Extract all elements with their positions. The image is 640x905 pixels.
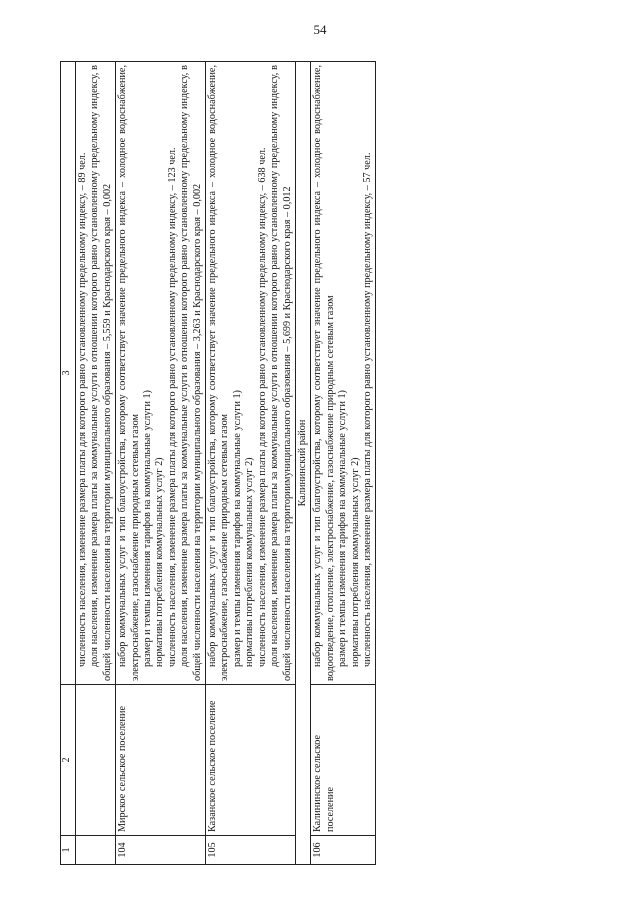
text-line: численность населения, изменение размера платы для которого равно установленному предельному индексу, – 57 чел. [361,152,373,667]
text-line: численность населения, изменение размера платы для которого равно установленному предельному индексу, – 89 чел. [77,152,88,667]
text-line: размер и темпы изменения тарифов на коммунальные услуги 1) [142,390,154,667]
settlement-name: Калининское сельское поселение [311,685,376,836]
text-line: набор коммунальных услуг и тип благоустройства, которому соответствует значение предельного индекса – холодное водоснабжение, водоотведение, отопление, электроснабжение, газоснабжение природным сетевым газом [312,65,336,681]
table-row [116,62,206,865]
row-number: 105 [206,836,296,865]
header-row [61,62,76,865]
row-number: 106 [311,836,376,865]
text-line: доля населения, изменение размера платы за коммунальные услуги в отношении которого равно установленному предельному индексу, в общей численности населения на территории муниципального образования – 3,263 и Краснодарского края – 0,002 [179,65,203,681]
description-cell [116,62,206,685]
settlement-name: Мирское сельское поселение [116,685,206,836]
text-line: нормативы потребления коммунальных услуг 2) [244,457,256,667]
district-row [295,62,310,865]
text-line: размер и темпы изменения тарифов на коммунальные услуги 1) [231,390,243,667]
text-line: нормативы потребления коммунальных услуг 2) [349,457,361,667]
text-line: набор коммунальных услуг и тип благоустройства, которому соответствует значение предельного индекса – холодное водоснабжение, электроснабжение, газоснабжение природным сетевым газом [117,65,141,681]
settlement-name: Казанское сельское поселение [206,685,296,836]
text-line: нормативы потребления коммунальных услуг 2) [154,457,166,667]
table-row [311,62,376,865]
text-line: доля населения, изменение размера платы за коммунальные услуги в отношении которого равно установленному предельному индексу, в общей численности населения на территориимуниципального образования – 5,699 и Краснодарского края – 0,012 [269,65,293,681]
district-name: Калининский район [295,62,310,865]
header-col-2: 2 [61,685,76,836]
description-cell [206,62,296,685]
row-number: 104 [116,836,206,865]
text-line: набор коммунальных услуг и тип благоустройства, которому соответствует значение предельного индекса – холодное водоснабжение, электроснабжение, газоснабжение природным сетевым газом [207,65,231,681]
description-cell [311,62,376,685]
header-col-1: 1 [61,836,76,865]
text-line: численность населения, изменение размера платы для которого равно установленному предельному индексу, – 123 чел. [166,147,178,667]
rotated-table-container [60,65,580,865]
table-row [206,62,296,865]
tariff-table [60,61,376,865]
page-number: 54 [313,22,327,37]
text-line: численность населения, изменение размера платы для которого равно установленному предельному индексу, – 638 чел. [256,147,268,667]
continuation-cell [76,62,116,685]
text-line: доля населения, изменение размера платы за коммунальные услуги в отношении которого равно установленному предельному индексу, в общей численности населения на территории муниципального образования – 5,559 и Краснодарского края – 0,002 [89,65,113,681]
text-line: размер и темпы изменения тарифов на коммунальные услуги 1) [337,390,349,667]
header-col-3: 3 [61,62,76,685]
table-row [76,62,116,865]
